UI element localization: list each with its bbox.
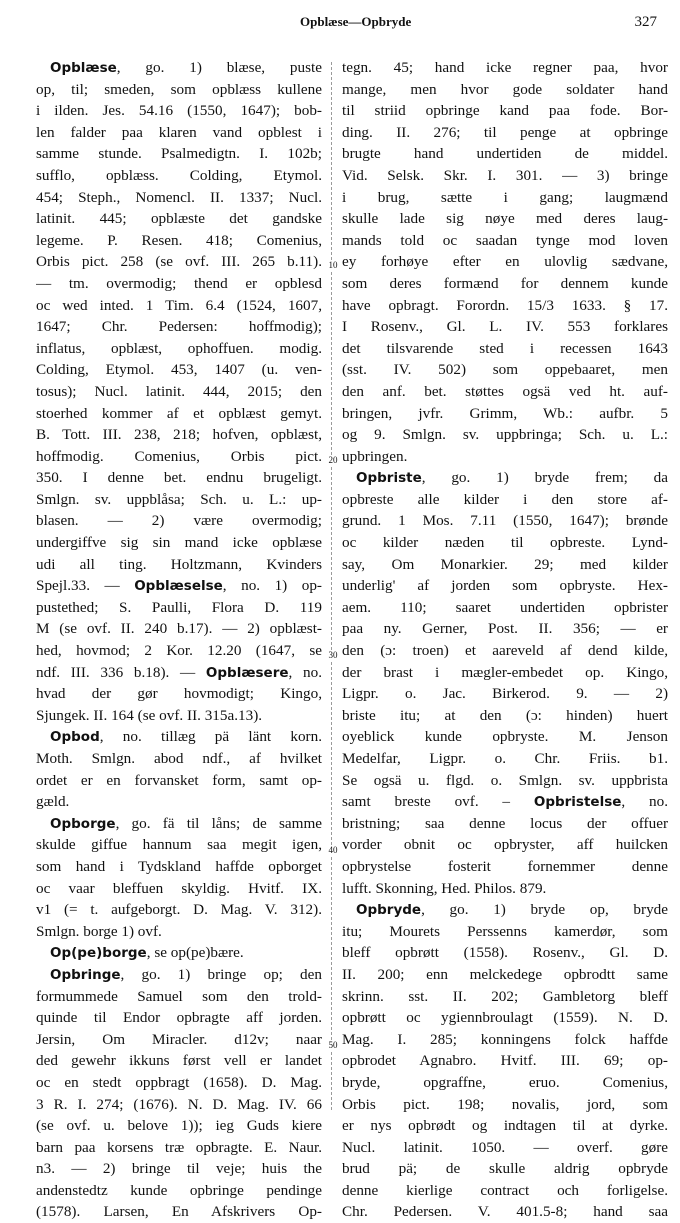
line-text: tegn. 45; hand icke regner paa, hvor (342, 59, 668, 76)
text-line (36, 770, 322, 792)
line-text: til striid opbringe kand paa fode. Bor- (342, 102, 668, 120)
text-line (342, 1029, 668, 1051)
line-text: , no. tillæg pä länt korn. (99, 728, 322, 746)
text-line (36, 1115, 322, 1137)
text-line (36, 1094, 322, 1116)
headword: Opblæsere (205, 664, 289, 681)
text-line (36, 165, 322, 187)
headword: Op(pe)borge (50, 945, 147, 962)
text-line (36, 230, 322, 252)
text-line (36, 986, 322, 1008)
line-text: upbringen. (342, 447, 408, 465)
text-line (342, 942, 668, 964)
text-line (342, 986, 668, 1008)
line-text: den (ɔ: troen) et aareveld af dend kilde, (342, 642, 668, 660)
text-line (342, 338, 668, 360)
text-line (342, 1201, 668, 1223)
text-line (342, 79, 668, 101)
line-number: 50 (326, 1040, 340, 1050)
line-text: mange, men hvor gode soldater hand (342, 80, 668, 98)
text-line (342, 813, 668, 835)
line-text: n3. — 2) bringe til veje; huis the (36, 1160, 322, 1178)
text-line (342, 424, 668, 446)
line-text: samt breste ovf. – (342, 793, 534, 811)
line-text: , no. (621, 793, 668, 811)
text-line (342, 1158, 668, 1180)
text-line (36, 316, 322, 338)
line-text: ndf. III. 336 b.18). — (36, 663, 206, 681)
line-text: oc kilder næden til opbreste. Lynd- (342, 534, 668, 552)
line-text: formummede Samuel som den trold- (36, 987, 322, 1005)
text-line (36, 597, 322, 619)
entry-headword-line (342, 467, 668, 489)
text-line (342, 770, 668, 792)
line-text: Chr. Pedersen. V. 401.5-8; hand saa (342, 1203, 668, 1221)
line-text: undergiffve sig sin mand icke opblæse (36, 534, 322, 552)
text-line (342, 403, 668, 425)
line-text: Ligpr. o. Jac. Birkerod. 9. — 2) (342, 685, 668, 703)
text-line (342, 1180, 668, 1202)
line-text: bristning; saa denne locus der offuer (342, 814, 668, 832)
text-line (36, 1180, 322, 1202)
text-line (36, 467, 322, 489)
text-line (36, 187, 322, 209)
text-line (36, 878, 322, 900)
text-line (342, 295, 668, 317)
line-text: bryde, opgraffne, eruo. Comenius, (342, 1073, 668, 1091)
entry-headword-line (36, 813, 322, 835)
line-text: v1 (= t. aufgeborgt. D. Mag. V. 312). (36, 901, 322, 919)
headword: Opblæselse (134, 578, 223, 595)
line-text: pustethed; S. Paulli, Flora D. 119 (36, 598, 322, 616)
line-text: paa ny. Gerner, Post. II. 356; — er (342, 620, 668, 638)
text-line (342, 143, 668, 165)
line-text: mands told oc saadan tynge mod loven (342, 231, 668, 249)
text-line (36, 1007, 322, 1029)
text-line (342, 165, 668, 187)
page-header (0, 14, 680, 34)
text-line (342, 597, 668, 619)
text-line (36, 1137, 322, 1159)
text-line (36, 489, 322, 511)
line-text: denne kierlige contract och forligelse. (342, 1181, 668, 1199)
line-text: ordet er en forvansket form, samt op- (36, 771, 322, 789)
text-line (342, 618, 668, 640)
headword: Opblæse (50, 60, 117, 76)
line-text: , go. 1) bryde frem; da (421, 469, 668, 487)
line-text: 3 R. I. 274; (1676). N. D. Mag. IV. 66 (36, 1095, 322, 1113)
text-line (342, 1115, 668, 1137)
text-line (342, 554, 668, 576)
line-text: skulle lade sig nøye med deres laug- (342, 210, 668, 228)
text-line (342, 1137, 668, 1159)
line-text: aem. 110; saaret undertiden opbrister (342, 598, 668, 616)
entry-headword-line (36, 942, 322, 964)
text-line (342, 575, 668, 597)
line-text: , se op(pe)bære. (146, 944, 244, 962)
text-line (342, 1050, 668, 1072)
text-line (36, 295, 322, 317)
line-text: len falder paa klaren vand opblest i (36, 123, 322, 141)
line-text: , no. (288, 663, 322, 681)
line-text: M (se ovf. II. 240 b.17). — 2) opblæst- (36, 620, 322, 638)
text-line (342, 1007, 668, 1029)
line-text: ded gewehr ikkuns først vell er landet (36, 1052, 322, 1070)
text-line (342, 359, 668, 381)
line-text: barn paa korsens træ opbragte. E. Naur. (36, 1138, 322, 1156)
text-line (36, 251, 322, 273)
text-line (36, 856, 322, 878)
text-line (342, 316, 668, 338)
text-line (36, 683, 322, 705)
line-text: Smlgn. borge 1) ovf. (36, 922, 162, 940)
line-text: der brast i mægler-embedet op. Kingo, (342, 663, 668, 681)
line-text: ding. II. 276; til penge at opbringe (342, 123, 668, 141)
text-line (36, 899, 322, 921)
text-line (36, 359, 322, 381)
line-text: det tilsvarende sted i recessen 1643 (342, 339, 668, 357)
line-text: oc wed inted. 1 Tim. 6.4 (1524, 1607, (36, 296, 322, 314)
text-line (342, 856, 668, 878)
line-text: Se ogsä u. flgd. o. Smlgn. sv. uppbrista (342, 771, 668, 789)
line-text: Jersin, Om Miracler. d12v; naar (36, 1030, 322, 1048)
text-line (36, 748, 322, 770)
line-number: 10 (326, 260, 340, 270)
line-text: op, til; smeden, som opblæss kullene (36, 80, 322, 98)
line-text: quinde til Endor opbragte aff jorden. (36, 1009, 322, 1027)
line-text: andenstedtz kunde opbringe pendinge (36, 1181, 322, 1199)
line-text: som hand i Tydskland haffde opborget (36, 857, 322, 875)
line-text: B. Tott. III. 238, 218; hofven, opblæst, (36, 426, 322, 444)
text-line (342, 878, 668, 900)
line-text: Moth. Smlgn. abod ndf., af hvilket (36, 750, 322, 767)
text-line (342, 1072, 668, 1094)
line-text: hed, hovmod; 2 Kor. 12.20 (1647, se (36, 642, 322, 660)
left-column (36, 57, 322, 1223)
text-line (36, 618, 322, 640)
line-text: 1647; Chr. Pedersen: hoffmodig); (36, 318, 322, 336)
right-column (342, 57, 668, 1223)
text-line (36, 640, 322, 662)
text-line (342, 705, 668, 727)
text-line (342, 489, 668, 511)
line-text: I Rosenv., Gl. L. IV. 553 forklares (342, 318, 668, 336)
text-line (36, 446, 322, 468)
line-text: Mag. I. 285; konningens folck haffde (342, 1030, 668, 1048)
text-line (342, 273, 668, 295)
text-line (36, 424, 322, 446)
line-text: 454; Steph., Nomencl. II. 1337; Nucl. (36, 188, 322, 206)
line-text: , go. fä til låns; de samme (115, 814, 322, 832)
column-divider (331, 62, 332, 1110)
text-line (342, 381, 668, 403)
text-line (36, 532, 322, 554)
text-line (342, 57, 668, 79)
line-text: ey forhøye efter en ulovlig sædvane, (342, 253, 668, 271)
line-text: sufflo, opblæss. Colding, Etymol. (36, 166, 322, 184)
text-line (342, 964, 668, 986)
text-line (342, 446, 668, 468)
line-text: lufft. Skonning, Hed. Philos. 879. (342, 879, 547, 897)
line-number: 40 (326, 845, 340, 855)
text-line (342, 1094, 668, 1116)
line-text: stoerhed kommer af et opblæst gemyt. (36, 404, 322, 422)
line-text: Colding, Etymol. 453, 1407 (u. ven- (36, 361, 322, 379)
entry-headword-line (36, 726, 322, 748)
line-text: skulde giffue hannum saa megit igen, (36, 836, 322, 854)
line-text: bleff opbrøtt (1558). Rosenv., Gl. D. (342, 944, 668, 962)
line-text: opbrystelse fosterit fornemmer denne (342, 857, 668, 875)
line-text: legeme. P. Resen. 418; Comenius, (36, 231, 322, 249)
line-text: Orbis pict. 258 (se ovf. III. 265 b.11). (36, 253, 322, 271)
line-text: Nucl. latinit. 1050. — overf. gøre (342, 1138, 668, 1156)
text-line (36, 100, 322, 122)
headword: Opbristelse (533, 794, 622, 811)
text-line (342, 187, 668, 209)
line-number: 20 (326, 455, 340, 465)
text-line (342, 640, 668, 662)
headword: Opbod (50, 729, 100, 746)
line-text: er nys opbrødt og indtagen til at dyrke. (342, 1117, 668, 1135)
text-line (342, 510, 668, 532)
entry-headword-line (36, 662, 322, 684)
line-text: samme stunde. Psalmedigtn. I. 102b; (36, 145, 322, 163)
headword: Opbryde (356, 902, 422, 919)
line-text: skrinn. sst. II. 202; Gambletorg bleff (342, 987, 668, 1005)
line-text: bringen, jvfr. Grimm, Wb.: aufbr. 5 (342, 404, 668, 422)
text-line (36, 403, 322, 425)
line-text: (se ovf. u. belove 1)); ieg Guds kiere (36, 1117, 322, 1135)
text-line (342, 921, 668, 943)
entry-headword-line (36, 57, 322, 79)
line-text: brud pä; de skulle aldrig opbryde (342, 1160, 668, 1178)
line-text: og 9. Smlgn. sv. uppbringa; Sch. u. L.: (342, 426, 668, 444)
line-text: Spejl.33. — (36, 577, 135, 595)
entry-headword-line (36, 964, 322, 986)
text-line (36, 554, 322, 576)
line-text: II. 200; enn melckedege opbrodtt same (342, 965, 668, 983)
line-text: (1578). Larsen, En Afskrivers Op- (36, 1203, 322, 1221)
text-line (342, 532, 668, 554)
headword: Opbriste (356, 470, 422, 487)
line-text: i brug, sætte i gang; laugmænd (342, 188, 668, 206)
page-number: 327 (634, 14, 657, 30)
line-text: , go. 1) bryde op, bryde (421, 901, 668, 919)
line-text: Medelfar, Ligpr. o. Chr. Friis. b1. (342, 750, 668, 767)
line-text: underlig' af jorden som opbryste. Hex- (342, 577, 668, 595)
line-text: tosus); Nucl. latinit. 444, 2015; den (36, 382, 322, 400)
text-line (342, 834, 668, 856)
headword: Opborge (50, 815, 116, 832)
line-text: oc en stedt oppbragt (1658). D. Mag. (36, 1073, 322, 1091)
line-text: , go. 1) blæse, puste (116, 59, 322, 76)
line-text: som deres formænd for dennem kunde (342, 274, 668, 292)
text-line (342, 726, 668, 748)
text-line (36, 1072, 322, 1094)
line-text: brugte hand undertiden de middel. (342, 145, 668, 163)
line-text: itu; Mourets Perssenns kamerdør, som (342, 922, 668, 940)
line-text: opbrodet Agnabro. Hvitf. III. 69; op- (342, 1052, 668, 1070)
line-text: have opbragt. Forordn. 15/3 1633. § 17. (342, 296, 668, 314)
headword: Opbringe (50, 966, 121, 983)
text-line (36, 1029, 322, 1051)
text-line (36, 705, 322, 727)
text-line (342, 208, 668, 230)
text-line (36, 273, 322, 295)
text-line (342, 122, 668, 144)
text-line (36, 1158, 322, 1180)
text-line (36, 381, 322, 403)
line-text: , go. 1) bringe op; den (120, 965, 322, 983)
line-text: , no. 1) op- (222, 577, 322, 595)
line-number: 30 (326, 650, 340, 660)
entry-headword-line (342, 791, 668, 813)
line-text: — tm. overmodig; thend er opblesd (36, 274, 322, 292)
text-line (36, 79, 322, 101)
text-line (342, 251, 668, 273)
line-text: vorder obnit oc opbryster, aff huilcken (342, 836, 668, 854)
line-text: Vid. Selsk. Skr. I. 301. — 3) bringe (342, 166, 668, 184)
line-text: briste itu; at den (ɔ: hinden) huert (342, 706, 668, 724)
text-line (36, 143, 322, 165)
line-text: opbrøtt oc ygiennbroulagt (1559). N. D. (342, 1009, 668, 1027)
text-line (36, 1050, 322, 1072)
entry-headword-line (342, 899, 668, 921)
text-line (36, 921, 322, 943)
text-line (342, 683, 668, 705)
text-line (36, 338, 322, 360)
text-line (342, 230, 668, 252)
text-line (36, 510, 322, 532)
line-text: inflatus, opblæst, ophoffuen. modig. (36, 339, 322, 357)
line-text: latinit. 445; opblæste det gandske (36, 210, 322, 228)
line-text: opbreste alle kilder i den store af- (342, 490, 668, 508)
line-text: 350. I denne bet. endnu brugeligt. (36, 469, 322, 487)
text-line (36, 791, 322, 813)
text-line (342, 748, 668, 770)
running-title: Opblæse—Opbryde (300, 14, 412, 29)
text-line (342, 662, 668, 684)
text-line (36, 834, 322, 856)
text-line (36, 208, 322, 230)
text-line (36, 122, 322, 144)
line-text: udi all ting. Holtzmann, Kvinders (36, 555, 322, 573)
line-text: (sst. IV. 502) som oppebaaret, men (342, 361, 668, 379)
line-text: hvad der gør hovmodigt; Kingo, (36, 685, 322, 703)
line-text: oc vaar bleffuen skyldig. Hvitf. IX. (36, 879, 322, 897)
line-text: den anf. bet. støttes ogsä ved ht. auf- (342, 382, 668, 400)
line-text: blasen. — 2) være overmodig; (36, 512, 322, 530)
text-line (342, 100, 668, 122)
line-text: oyeblick kunde opbryste. M. Jenson (342, 728, 668, 746)
entry-headword-line (36, 575, 322, 597)
line-text: hoffmodig. Comenius, Orbis pict. (36, 447, 322, 465)
line-text: Orbis pict. 198; novalis, jord, som (342, 1095, 668, 1113)
line-text: grund. 1 Mos. 7.11 (1550, 1647); brønde (342, 512, 668, 530)
line-text: gæld. (36, 793, 70, 811)
line-text: say, Om Monarkier. 29; med kilder (342, 555, 668, 573)
line-text: Smlgn. sv. uppblåsa; Sch. u. L.: up- (36, 490, 322, 508)
text-line (36, 1201, 322, 1223)
line-text: Sjungek. II. 164 (se ovf. II. 315a.13). (36, 706, 263, 724)
line-text: i ilden. Jes. 54.16 (1550, 1647); bob- (36, 102, 322, 120)
